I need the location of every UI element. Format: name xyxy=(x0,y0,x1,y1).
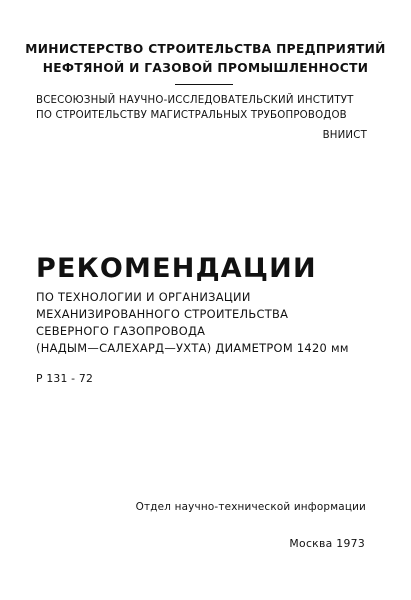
document-title: РЕКОМЕНДАЦИИ xyxy=(36,253,317,284)
institute-line-2: ПО СТРОИТЕЛЬСТВУ МАГИСТРАЛЬНЫХ ТРУБОПРОВОДОВ xyxy=(36,110,347,121)
institute-abbreviation: ВНИИСТ xyxy=(322,130,367,141)
ministry-line-2: НЕФТЯНОЙ И ГАЗОВОЙ ПРОМЫШЛЕННОСТИ xyxy=(42,61,369,75)
publication-city-year: Москва 1973 xyxy=(289,537,365,550)
document-code: Р 131 - 72 xyxy=(36,372,94,385)
subtitle-line-4: (НАДЫМ—САЛЕХАРД—УХТА) ДИАМЕТРОМ 1420 мм xyxy=(36,341,349,355)
header-divider xyxy=(175,84,233,85)
subtitle-line-3: СЕВЕРНОГО ГАЗОПРОВОДА xyxy=(36,324,206,338)
subtitle-line-1: ПО ТЕХНОЛОГИИ И ОРГАНИЗАЦИИ xyxy=(36,290,251,304)
ministry-line-1: МИНИСТЕРСТВО СТРОИТЕЛЬСТВА ПРЕДПРИЯТИЙ xyxy=(25,42,386,56)
institute-line-1: ВСЕСОЮЗНЫЙ НАУЧНО-ИССЛЕДОВАТЕЛЬСКИЙ ИНСТИТУТ xyxy=(36,95,354,106)
publisher-department: Отдел научно-технической информации xyxy=(135,501,366,513)
subtitle-line-2: МЕХАНИЗИРОВАННОГО СТРОИТЕЛЬСТВА xyxy=(36,307,289,321)
